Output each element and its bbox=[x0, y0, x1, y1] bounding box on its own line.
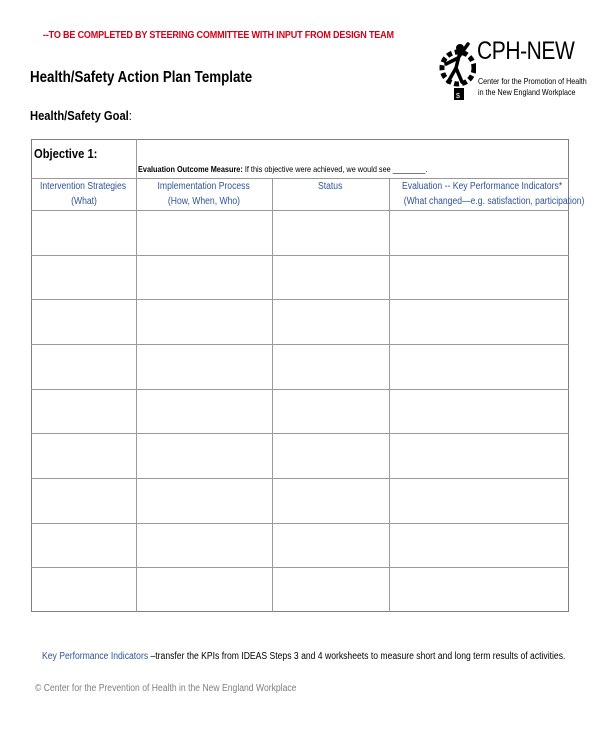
table-cell[interactable] bbox=[273, 211, 388, 254]
table-cell[interactable] bbox=[32, 345, 135, 388]
table-cell[interactable] bbox=[137, 345, 271, 388]
table-cell[interactable] bbox=[273, 345, 388, 388]
table-cell[interactable] bbox=[137, 479, 271, 522]
column-header-4 bbox=[389, 179, 585, 209]
column-header-3-line1: Status bbox=[318, 181, 343, 192]
table-cell[interactable] bbox=[273, 300, 388, 343]
table-cell[interactable] bbox=[273, 524, 388, 567]
table-cell[interactable] bbox=[390, 300, 568, 343]
table-cell[interactable] bbox=[273, 568, 388, 611]
goal-label-text: Health/Safety Goal bbox=[30, 108, 129, 123]
table-cell[interactable] bbox=[390, 345, 568, 388]
table-cell[interactable] bbox=[32, 479, 135, 522]
evaluation-outcome-measure bbox=[138, 164, 427, 174]
column-header-2 bbox=[136, 179, 272, 209]
table-cell[interactable] bbox=[273, 390, 388, 433]
column-header-1-line2: (What) bbox=[70, 196, 97, 207]
table-cell[interactable] bbox=[137, 390, 271, 433]
objective-divider bbox=[136, 139, 137, 179]
table-cell[interactable] bbox=[390, 568, 568, 611]
table-cell[interactable] bbox=[137, 256, 271, 299]
table-cell[interactable] bbox=[137, 434, 271, 477]
logo-name: CPH-NEW bbox=[477, 37, 575, 65]
column-header-1 bbox=[31, 179, 136, 209]
eval-measure-label: Evaluation Outcome Measure: bbox=[138, 164, 243, 174]
table-cell[interactable] bbox=[273, 256, 388, 299]
logo-tagline-line1: Center for the Promotion of Health bbox=[478, 76, 587, 86]
table-cell[interactable] bbox=[137, 211, 271, 254]
goal-label bbox=[30, 108, 132, 123]
gear-figure-logo-icon bbox=[436, 34, 476, 106]
table-cell[interactable] bbox=[273, 479, 388, 522]
table-cell[interactable] bbox=[32, 434, 135, 477]
committee-notice: --TO BE COMPLETED BY STEERING COMMITTEE WITH INPUT FROM DESIGN TEAM bbox=[43, 29, 394, 41]
table-cell[interactable] bbox=[137, 568, 271, 611]
copyright: © Center for the Prevention of Health in the New England Workplace bbox=[35, 683, 297, 694]
table-cell[interactable] bbox=[32, 568, 135, 611]
kpi-term: Key Performance Indicators bbox=[42, 651, 149, 662]
page-title: Health/Safety Action Plan Template bbox=[30, 69, 253, 86]
kpi-text: –transfer the KPIs from IDEAS Steps 3 and 4 worksheets to measure short and long term results of activities. bbox=[148, 651, 566, 662]
logo-tagline-line2: in the New England Workplace bbox=[478, 87, 576, 97]
column-header-1-line1: Intervention Strategies bbox=[40, 181, 127, 192]
kpi-note bbox=[42, 651, 565, 662]
table-cell[interactable] bbox=[32, 211, 135, 254]
table-cell[interactable] bbox=[137, 524, 271, 567]
objective-label: Objective 1: bbox=[34, 146, 98, 161]
column-header-2-line1: Implementation Process bbox=[157, 181, 251, 192]
goal-colon: : bbox=[128, 108, 132, 123]
column-header-2-line2: (How, When, Who) bbox=[167, 196, 241, 207]
table-cell[interactable] bbox=[390, 256, 568, 299]
cph-new-logo bbox=[436, 34, 587, 110]
table-cell[interactable] bbox=[390, 390, 568, 433]
svg-text:$: $ bbox=[456, 93, 460, 100]
table-cell[interactable] bbox=[273, 434, 388, 477]
table-cell[interactable] bbox=[390, 524, 568, 567]
table-cell[interactable] bbox=[32, 256, 135, 299]
table-cell[interactable] bbox=[32, 524, 135, 567]
eval-measure-text: If this objective were achieved, we would see ________. bbox=[242, 164, 428, 174]
table-cell[interactable] bbox=[137, 300, 271, 343]
table-cell[interactable] bbox=[390, 434, 568, 477]
column-header-4-line2: (What changed—e.g. satisfaction, participation) bbox=[403, 196, 585, 207]
table-cell[interactable] bbox=[390, 479, 568, 522]
logo-tagline bbox=[478, 76, 587, 98]
table-cell[interactable] bbox=[32, 390, 135, 433]
column-header-4-line1: Evaluation -- Key Performance Indicators* bbox=[402, 181, 563, 192]
table-cell[interactable] bbox=[390, 211, 568, 254]
table-cell[interactable] bbox=[32, 300, 135, 343]
column-header-3 bbox=[272, 179, 389, 209]
